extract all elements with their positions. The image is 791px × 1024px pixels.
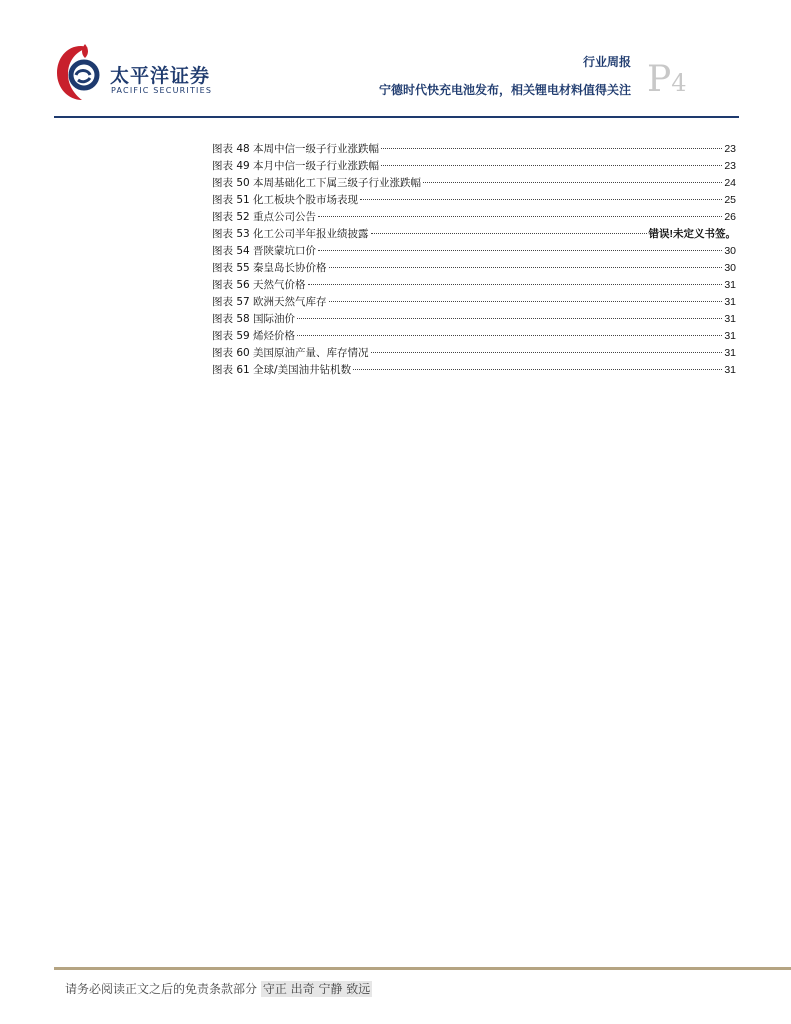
toc-entry-label: 图表 57 欧洲天然气库存 bbox=[212, 296, 327, 308]
table-of-figures bbox=[212, 141, 736, 379]
toc-entry[interactable] bbox=[212, 294, 736, 311]
toc-entry-label: 图表 53 化工公司半年报业绩披露 bbox=[212, 228, 369, 240]
footer-disclaimer: 请务必阅读正文之后的免责条款部分 bbox=[65, 982, 258, 996]
toc-entry-label: 图表 50 本周基础化工下属三级子行业涨跌幅 bbox=[212, 177, 422, 189]
toc-entry-page: 26 bbox=[724, 211, 736, 223]
page-letter: P bbox=[647, 59, 672, 100]
logo-company-name-cn: 太平洋证券 bbox=[110, 65, 211, 87]
toc-dot-leader bbox=[423, 182, 722, 183]
toc-entry-page: 23 bbox=[724, 143, 736, 155]
toc-entry-page: 24 bbox=[724, 177, 736, 189]
toc-entry-page: 31 bbox=[724, 313, 736, 325]
company-logo bbox=[54, 42, 224, 104]
toc-entry-page: 31 bbox=[724, 364, 736, 376]
toc-entry[interactable] bbox=[212, 260, 736, 277]
toc-dot-leader bbox=[329, 301, 723, 302]
toc-entry[interactable] bbox=[212, 362, 736, 379]
toc-entry-page: 30 bbox=[724, 245, 736, 257]
toc-entry[interactable] bbox=[212, 141, 736, 158]
header-divider bbox=[54, 116, 739, 118]
logo-company-name-en: PACIFIC SECURITIES bbox=[111, 86, 213, 95]
toc-entry-page: 23 bbox=[724, 160, 736, 172]
toc-entry-label: 图表 56 天然气价格 bbox=[212, 279, 306, 291]
toc-entry[interactable] bbox=[212, 345, 736, 362]
toc-entry-label: 图表 54 晋陕蒙坑口价 bbox=[212, 245, 317, 257]
toc-entry-label: 图表 61 全球/美国油井钻机数 bbox=[212, 364, 352, 376]
toc-dot-leader bbox=[371, 352, 723, 353]
page-digit: 4 bbox=[671, 69, 687, 97]
toc-dot-leader bbox=[371, 233, 647, 234]
footer bbox=[65, 980, 372, 997]
toc-entry-page: 31 bbox=[724, 296, 736, 308]
toc-dot-leader bbox=[318, 250, 722, 251]
toc-dot-leader bbox=[297, 318, 722, 319]
toc-entry-label: 图表 59 烯烃价格 bbox=[212, 330, 296, 342]
toc-entry-label: 图表 55 秦皇岛长协价格 bbox=[212, 262, 327, 274]
toc-entry[interactable] bbox=[212, 175, 736, 192]
footer-motto: 守正 出奇 宁静 致远 bbox=[262, 982, 371, 996]
pacific-securities-logo-icon bbox=[54, 42, 108, 104]
toc-entry-page: 30 bbox=[724, 262, 736, 274]
toc-entry-label: 图表 48 本周中信一级子行业涨跌幅 bbox=[212, 143, 380, 155]
toc-dot-leader bbox=[329, 267, 723, 268]
toc-dot-leader bbox=[353, 369, 722, 370]
toc-entry[interactable] bbox=[212, 192, 736, 209]
footer-divider bbox=[54, 967, 791, 970]
toc-entry-label: 图表 60 美国原油产量、库存情况 bbox=[212, 347, 369, 359]
toc-entry-page: 31 bbox=[724, 330, 736, 342]
toc-entry[interactable] bbox=[212, 243, 736, 260]
toc-entry-label: 图表 58 国际油价 bbox=[212, 313, 296, 325]
toc-entry-page: 31 bbox=[724, 279, 736, 291]
toc-entry[interactable] bbox=[212, 311, 736, 328]
report-category: 行业周报 bbox=[582, 55, 631, 69]
toc-dot-leader bbox=[297, 335, 722, 336]
toc-entry-label: 图表 52 重点公司公告 bbox=[212, 211, 317, 223]
toc-entry[interactable] bbox=[212, 277, 736, 294]
toc-entry-page: 31 bbox=[724, 347, 736, 359]
page-number bbox=[647, 59, 687, 100]
toc-entry-label: 图表 51 化工板块个股市场表现 bbox=[212, 194, 359, 206]
toc-entry[interactable] bbox=[212, 209, 736, 226]
toc-entry-label: 图表 49 本月中信一级子行业涨跌幅 bbox=[212, 160, 380, 172]
toc-entry[interactable] bbox=[212, 226, 736, 243]
toc-dot-leader bbox=[381, 148, 722, 149]
toc-dot-leader bbox=[318, 216, 722, 217]
toc-entry[interactable] bbox=[212, 158, 736, 175]
toc-dot-leader bbox=[308, 284, 723, 285]
toc-entry-page: 错误!未定义书签。 bbox=[648, 228, 736, 240]
toc-dot-leader bbox=[360, 199, 722, 200]
report-title: 宁德时代快充电池发布，相关锂电材料值得关注 bbox=[378, 83, 631, 97]
toc-entry-page: 25 bbox=[724, 194, 736, 206]
toc-entry[interactable] bbox=[212, 328, 736, 345]
toc-dot-leader bbox=[381, 165, 722, 166]
